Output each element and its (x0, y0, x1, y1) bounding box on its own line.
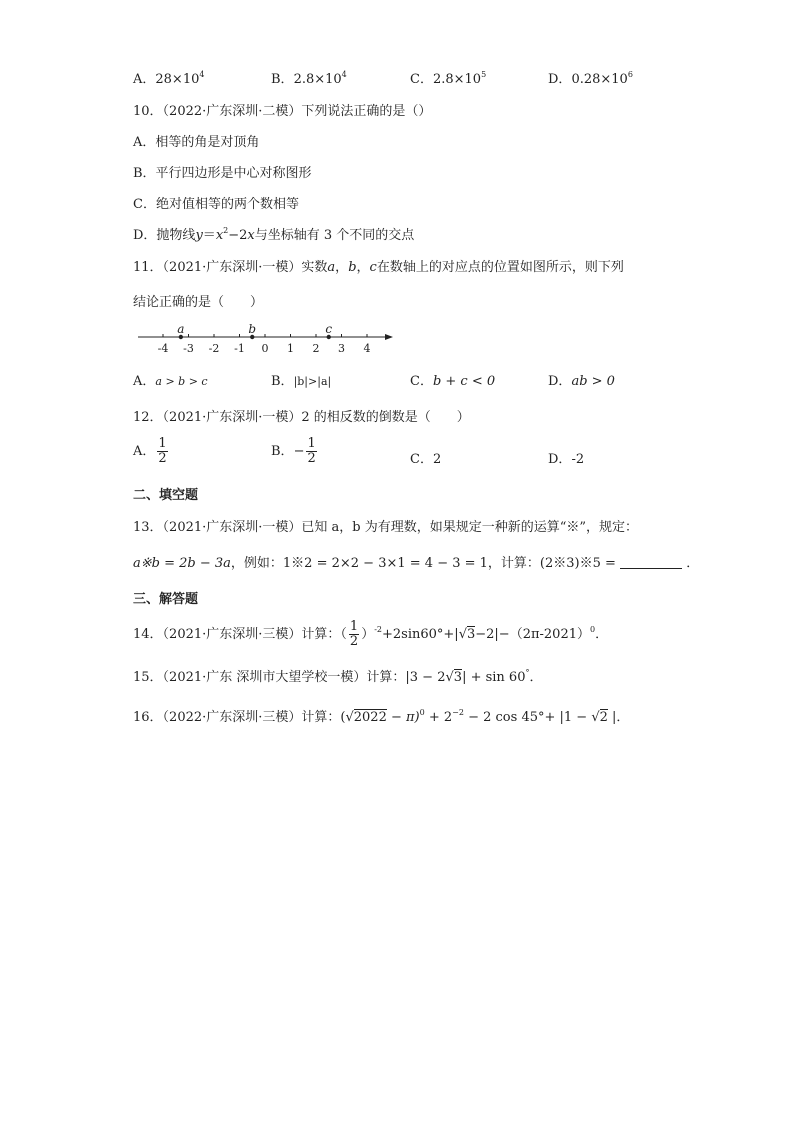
tick-label: -4 (157, 342, 169, 355)
fraction: $\frac{1}{2}$ (349, 619, 359, 649)
q10-option-a: A．相等的角是对顶角 (133, 135, 260, 150)
q9-option-b: B．$2.8\times 10^4$ (271, 70, 347, 87)
answer-blank[interactable] (620, 556, 682, 569)
tick-label: -1 (234, 342, 245, 355)
q10-option-c: C．绝对值相等的两个数相等 (133, 197, 299, 212)
q12-option-a: A． $\frac{1}{2}$ (133, 436, 167, 466)
q9-option-a: A．$28\times 10^4$ (133, 70, 205, 87)
number-line (135, 320, 400, 356)
q10-option-d: D．抛物线$y=x^2-2x$与坐标轴有 3 个不同的交点 (133, 226, 415, 243)
q11-option-a: A．a > b > c (133, 374, 208, 389)
section-title-answer: 三、解答题 (133, 592, 199, 607)
q13-line1: 13．（2021·广东深圳·一模）已知 a，b 为有理数，如果规定一种新的运算“※”，规定： (133, 520, 639, 535)
tick-label: 0 (261, 342, 269, 355)
q10-stem: 10．（2022·广东深圳·二模）下列说法正确的是（） (133, 104, 432, 119)
q10-option-b: B．平行四边形是中心对称图形 (133, 166, 312, 181)
point-label-a: a (177, 322, 185, 336)
q15: 15．（2021·广东 深圳市大望学校一模）计算：|3 − 2√3| + sin 60°． (133, 668, 543, 685)
point-label-c: c (325, 322, 333, 336)
q11-option-b: B．|b|>|a| (271, 374, 332, 389)
q14: 14．（2021·广东深圳·三模）计算：（ $\frac{1}{2}$ ）$^{-2}+2\sin 60^\circ+|√3-2|-(2\pi-2021)^0$． (133, 619, 609, 649)
q12-option-b: B．− $\frac{1}{2}$ (271, 436, 316, 466)
q12-option-d: D．-2 (548, 452, 585, 467)
point-label-b: b (248, 322, 257, 336)
tick-label: 1 (287, 342, 294, 355)
q11-option-c: C．b + c < 0 (410, 374, 496, 389)
tick-label: -3 (183, 342, 194, 355)
q11-option-d: D．ab > 0 (548, 374, 615, 389)
q16: 16．（2022·广东深圳·三模）计算：$(√2022 - \pi)^0 + 2^{-2} - 2$ cos 45°+ |1 − √2 |． (133, 708, 630, 725)
fraction: $\frac{1}{2}$ (307, 436, 316, 466)
q9-option-c: C．$2.8\times 10^5$ (410, 70, 487, 87)
fraction: $\frac{1}{2}$ (158, 436, 167, 466)
tick-label: -2 (208, 342, 220, 355)
q11-stem: 11．（2021·广东深圳·一模）实数a，b，c在数轴上的对应点的位置如图所示，则下列 (133, 260, 624, 275)
tick-label: 3 (338, 342, 345, 355)
q9-option-d: D．$0.28\times 10^6$ (548, 70, 633, 87)
tick-label: 2 (312, 342, 320, 355)
q11-stem-line2: 结论正确的是（ ） (133, 295, 264, 310)
q12-option-c: C．2 (410, 452, 442, 467)
q12-stem: 12．（2021·广东深圳·一模）2 的相反数的倒数是（ ） (133, 410, 470, 425)
q13-line2: a※b = 2b − 3a，例如：1※2 = 2×2 − 3×1 = 4 − 3 = 1，计算：(2※3)※5 = ． (133, 556, 700, 571)
number-line-arrow (385, 334, 393, 340)
tick-label: 4 (363, 342, 371, 355)
section-title-fill-blank: 二、填空题 (133, 488, 199, 503)
